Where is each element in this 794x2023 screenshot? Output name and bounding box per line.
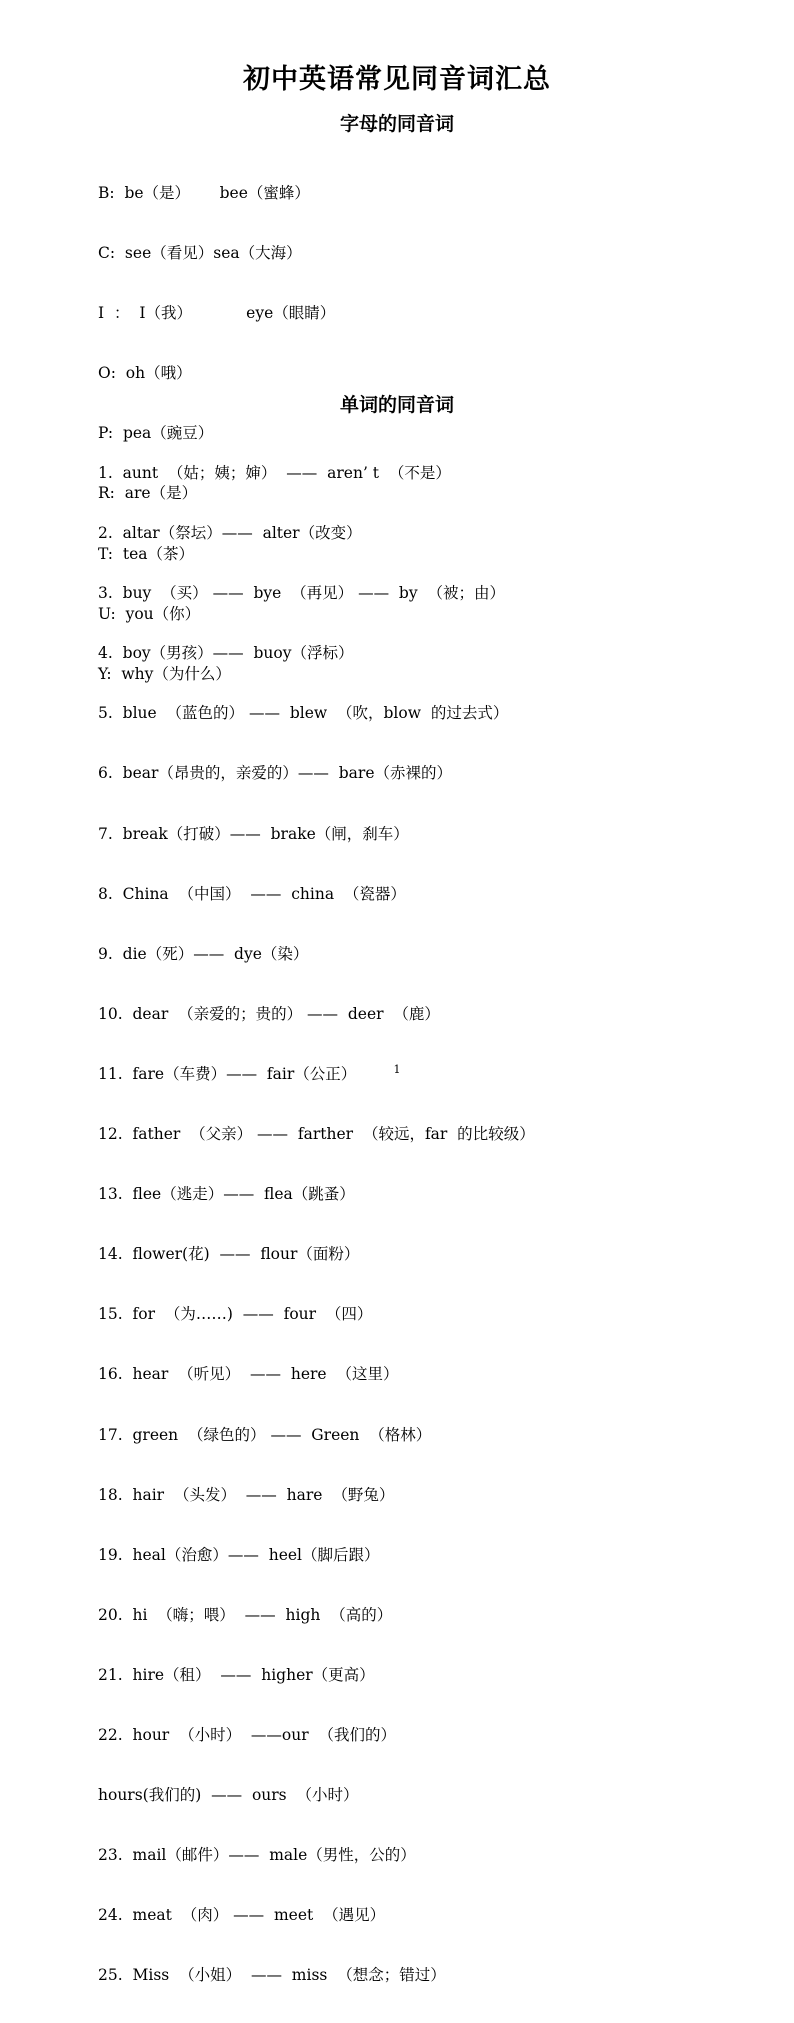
list-item: 20. hi （嗨；喂） —— high （高的）	[98, 1605, 393, 1624]
list-item: 2. altar（祭坛）—— alter（改变）	[98, 524, 362, 543]
word-homophones-list	[98, 425, 754, 2023]
list-item: O: oh（哦）	[98, 364, 192, 383]
list-item: 23. mail（邮件）—— male（男性，公的）	[98, 1846, 416, 1865]
list-item: 6. bear（昂贵的，亲爱的）—— bare（赤裸的）	[98, 764, 452, 783]
list-item: T: tea（茶）	[98, 544, 195, 563]
list-item: 11. fare（车费）—— fair（公正）	[98, 1064, 357, 1083]
list-item: B: be（是） bee（蜜蜂）	[98, 184, 310, 202]
list-item: 8. China （中国） —— china （瓷器）	[98, 884, 406, 903]
list-item: 19. heal（治愈）—— heel（脚后跟）	[98, 1545, 380, 1564]
list-item: 4. boy（男孩）—— buoy（浮标）	[98, 644, 354, 663]
list-item: 7. break（打破）—— brake（闸，刹车）	[98, 824, 409, 843]
list-item: 10. dear （亲爱的；贵的） —— deer （鹿）	[98, 1004, 440, 1023]
list-item: 12. father （父亲） —— farther （较远，far 的比较级）	[98, 1125, 535, 1144]
list-item: P: pea（豌豆）	[98, 424, 214, 443]
list-item: C: see（看见）sea（大海）	[98, 244, 302, 263]
list-item: I ： I（我） eye（眼睛）	[98, 304, 336, 323]
list-item: 25. Miss （小姐） —— miss （想念；错过）	[98, 1966, 446, 1985]
list-item: 5. blue （蓝色的） —— blew （吹，blow 的过去式）	[98, 704, 509, 723]
list-item: 16. hear （听见） —— here （这里）	[98, 1365, 399, 1384]
letter-homophones-heading: 字母的同音词	[339, 113, 454, 135]
list-item: 17. green （绿色的） —— Green （格林）	[98, 1425, 432, 1444]
list-item: 14. flower(花) —— flour（面粉）	[98, 1245, 360, 1264]
list-item: Y: why（为什么）	[98, 664, 231, 683]
word-homophones-heading: 单词的同音词	[339, 394, 454, 416]
list-item: 1. aunt （姑；姨；婶） —— aren’ t （不是）	[98, 464, 451, 482]
list-item: 21. hire（租） —— higher（更高）	[98, 1665, 375, 1684]
list-item: hours(我们的) —— ours （小时）	[98, 1786, 359, 1805]
list-item: 22. hour （小时） ——our （我们的）	[98, 1725, 396, 1744]
list-item: R: are（是）	[98, 484, 198, 503]
page-number: 1	[393, 1063, 401, 1076]
document-title: 初中英语常见同音词汇总	[243, 64, 551, 95]
list-item: 18. hair （头发） —— hare （野兔）	[98, 1485, 395, 1504]
list-item: U: you（你）	[98, 604, 201, 623]
list-item: 15. for （为……) —— four （四）	[98, 1305, 373, 1324]
list-item: 13. flee（逃走）—— flea（跳蚤）	[98, 1185, 355, 1204]
list-item: 24. meat （肉） —— meet （遇见）	[98, 1906, 386, 1925]
list-item: 9. die（死）—— dye（染）	[98, 944, 309, 963]
list-item: 3. buy （买） —— bye （再见） —— by （被；由）	[98, 584, 505, 603]
